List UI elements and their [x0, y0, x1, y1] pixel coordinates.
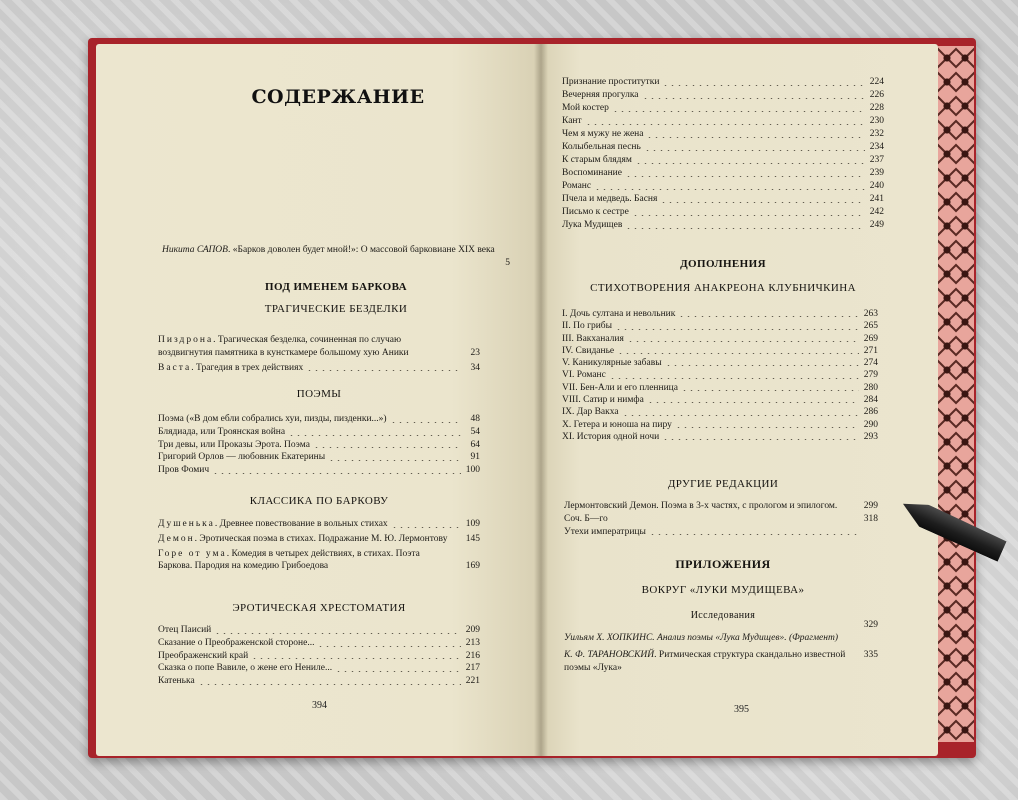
- toc-entry: Письмо к сестре 242: [562, 207, 884, 217]
- toc-entry-title: Пиздрона: [158, 335, 214, 345]
- toc-entry: Душенька. Древнее повествование в вольных стихах 109: [158, 519, 480, 529]
- toc-entry: Колыбельная песнь 234: [562, 142, 884, 152]
- toc-entry: VII. Бен-Али и его пленница 280: [562, 382, 878, 393]
- intro-text: . «Барков доволен будет мной!»: О массовой барковиане XIX века: [227, 245, 495, 255]
- toc-entry: Поэма («В дом ебли собрались хуи, пизды, пизденки...») 48: [158, 414, 480, 424]
- toc-entry: Чем я мужу не жена 232: [562, 129, 884, 139]
- toc-entry-page: 34: [470, 362, 480, 373]
- toc-entry: Пров Фомич 100: [158, 465, 480, 476]
- contents-title: СОДЕРЖАНИЕ: [251, 86, 425, 108]
- tragic-list: [158, 334, 480, 374]
- toc-entry: Кант 230: [562, 116, 884, 126]
- intro-page: 5: [505, 258, 510, 268]
- toc-entry: Утехи императрицы: [564, 526, 878, 539]
- toc-entry: Мой костер 228: [562, 103, 884, 113]
- subsection-tragic: ТРАГИЧЕСКИЕ БЕЗДЕЛКИ: [264, 303, 408, 315]
- classics-list: [158, 518, 480, 573]
- toc-entry: Уильям Х. ХОПКИНС. Анализ поэмы «Лука Мудищев». (Фрагмент) 329: [564, 620, 878, 643]
- toc-entry: X. Гетера и юноша на пиру 290: [562, 419, 878, 430]
- toc-entry: Лука Мудищев 249: [562, 220, 884, 230]
- research-list: [564, 620, 878, 674]
- toc-entry: I. Дочь султана и невольник 263: [562, 309, 878, 319]
- toc-entry: Блядиада, или Троянская война 54: [158, 426, 480, 437]
- toc-entry: Признание проститутки 224: [562, 77, 884, 87]
- toc-entry: Лермонтовский Демон. Поэма в 3-х частях, с прологом и эпилогом. Соч. Б—го 299 318: [564, 500, 878, 524]
- subsection-around-luka: ВОКРУГ «ЛУКИ МУДИЩЕВА»: [641, 584, 805, 596]
- toc-entry: VIII. Сатир и нимфа 284: [562, 395, 878, 406]
- toc-entry: Отец Паисий 209: [158, 625, 480, 635]
- toc-entry-title: Васта: [158, 362, 192, 373]
- toc-entry: Горе от ума. Комедия в четырех действиях, в стихах. Поэта Баркова. Пародия на комедию Грибоедова 169: [158, 548, 480, 572]
- toc-entry: Демон. Эротическая поэма в стихах. Подражание М. Ю. Лермонтову 145: [158, 533, 480, 544]
- toc-entry: Три девы, или Проказы Эрота. Поэма 64: [158, 439, 480, 450]
- right-top-list: [562, 76, 884, 232]
- section-appendix: ПРИЛОЖЕНИЯ: [675, 557, 771, 571]
- right-page-number: 395: [734, 704, 749, 715]
- book-gutter: [534, 44, 548, 756]
- section-additions: ДОПОЛНЕНИЯ: [680, 258, 766, 270]
- subsection-anacreon: СТИХОТВОРЕНИЯ АНАКРЕОНА КЛУБНИЧКИНА: [590, 282, 856, 294]
- patterned-endpaper: [936, 46, 974, 742]
- toc-entry: IV. Свиданье 271: [562, 345, 878, 356]
- toc-entry: [158, 334, 480, 360]
- toc-entry: К старым блядям 237: [562, 155, 884, 165]
- subsection-research: Исследования: [690, 610, 756, 621]
- toc-entry: Пчела и медведь. Басня 241: [562, 194, 884, 204]
- toc-entry-rest: . Трагедия в трех действиях: [191, 362, 304, 373]
- toc-entry: IX. Дар Вакха 286: [562, 407, 878, 418]
- toc-entry: Сказка о попе Вавиле, о жене его Нениле... 217: [158, 663, 480, 674]
- subsection-other-editions: ДРУГИЕ РЕДАКЦИИ: [667, 478, 779, 490]
- toc-entry: Воспоминание 239: [562, 168, 884, 178]
- intro-entry: [162, 244, 510, 268]
- other-editions-list: [564, 500, 878, 538]
- toc-entry: Преображенский край 216: [158, 650, 480, 661]
- anacreon-list: [562, 308, 878, 443]
- toc-entry-rest: . Трагическая безделка, сочиненная по случаю воздвигнутия памятника в кунсткамере большому хую Аники: [158, 335, 409, 358]
- intro-author: Никита САПОВ: [162, 245, 228, 255]
- toc-entry: VI. Романс 279: [562, 370, 878, 381]
- left-page-number: 394: [312, 700, 327, 711]
- subsection-classics: КЛАССИКА ПО БАРКОВУ: [249, 495, 389, 507]
- toc-entry: XI. История одной ночи 293: [562, 431, 878, 442]
- toc-entry: Романс 240: [562, 181, 884, 191]
- subsection-poems: ПОЭМЫ: [296, 388, 342, 400]
- toc-entry: К. Ф. ТАРАНОВСКИЙ. Ритмическая структура скандально известной поэмы «Лука» 335: [564, 649, 878, 673]
- subsection-chrestomathy: ЭРОТИЧЕСКАЯ ХРЕСТОМАТИЯ: [232, 602, 406, 614]
- poems-list: [158, 413, 480, 477]
- toc-entry: Сказание о Преображенской стороне... 213: [158, 637, 480, 648]
- toc-entry: II. По грибы 265: [562, 321, 878, 332]
- toc-entry: III. Вакханалия 269: [562, 333, 878, 344]
- toc-entry: Григорий Орлов — любовник Екатерины 91: [158, 452, 480, 463]
- section-barkov: ПОД ИМЕНЕМ БАРКОВА: [264, 281, 408, 293]
- toc-entry-page: 23: [470, 347, 480, 358]
- toc-entry: Катенька 221: [158, 676, 480, 687]
- toc-entry: V. Каникулярные забавы 274: [562, 358, 878, 369]
- chrestomathy-list: [158, 624, 480, 688]
- toc-entry: Вечерняя прогулка 226: [562, 90, 884, 100]
- toc-entry: [158, 362, 480, 375]
